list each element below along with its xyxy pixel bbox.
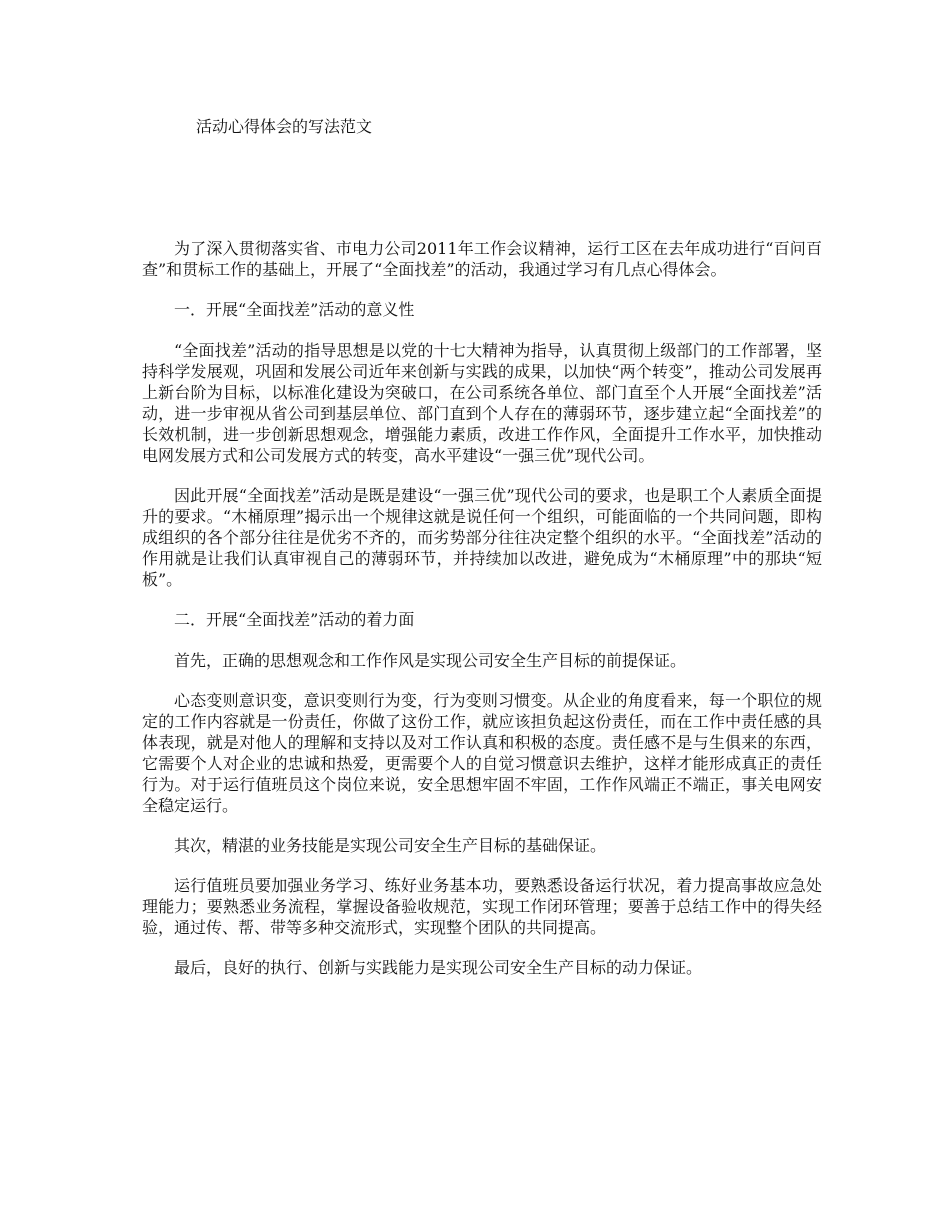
document-body: [142, 238, 822, 997]
paragraph-last-point: 最后，良好的执行、创新与实践能力是实现公司安全生产目标的动力保证。: [174, 958, 703, 977]
paragraph-responsibility: 心态变则意识变，意识变则行为变，行为变则习惯变。从企业的角度看来，每一个职位的规定的工作内容就是一份责任，你做了这份工作，就应该担负起这份责任，而在工作中责任感的具体表现，就是对他人的理解和支持以及对工作认真和积极的态度。责任感不是与生俱来的东西，它需要个人对企业的忠诚和热爱，更需要个人的自觉习惯意识去维护，这样才能形成真正的责任行为。对于运行值班员这个岗位来说，安全思想牢固不牢固，工作作风端正不端正，事关电网安全稳定运行。: [142, 691, 822, 815]
paragraph-intro: 为了深入贯彻落实省、市电力公司2011年工作会议精神，运行工区在去年成功进行“百问百查”和贯标工作的基础上，开展了“全面找差”的活动，我通过学习有几点心得体会。: [142, 239, 822, 279]
paragraph-second-point: 其次，精湛的业务技能是实现公司安全生产目标的基础保证。: [174, 836, 607, 855]
paragraph-barrel-principle: 因此开展“全面找差”活动是既是建设“一强三优”现代公司的要求，也是职工个人素质全面提升的要求。“木桶原理”揭示出一个规律这就是说任何一个组织，可能面临的一个共同问题，即构成组织的各个部分往往是优劣不齐的，而劣势部分往往决定整个组织的水平。“全面找差”活动的作用就是让我们认真审视自己的薄弱环节，并持续加以改进，避免成为“木桶原理”中的那块“短板”。: [142, 486, 822, 589]
section-heading-2: 二．开展“全面找差”活动的着力面: [174, 610, 415, 629]
paragraph-skills: 运行值班员要加强业务学习、练好业务基本功，要熟悉设备运行状况，着力提高事故应急处理能力；要熟悉业务流程，掌握设备验收规范，实现工作闭环管理；要善于总结工作中的得失经验，通过传、帮、带等多种交流形式，实现整个团队的共同提高。: [142, 876, 822, 937]
document-title: 活动心得体会的写法范文: [196, 117, 373, 136]
paragraph-guiding-idea: “全面找差”活动的指导思想是以党的十七大精神为指导，认真贯彻上级部门的工作部署，坚持科学发展观，巩固和发展公司近年来创新与实践的成果，以加快“两个转变”，推动公司发展再上新台阶为目标，以标准化建设为突破口，在公司系统各单位、部门直至个人开展“全面找差”活动，进一步审视从省公司到基层单位、部门直到个人存在的薄弱环节，逐步建立起“全面找差”的长效机制，进一步创新思想观念，增强能力素质，改进工作作风，全面提升工作水平，加快推动电网发展方式和公司发展方式的转变，高水平建设“一强三优”现代公司。: [142, 341, 822, 465]
section-heading-1: 一．开展“全面找差”活动的意义性: [174, 300, 415, 319]
paragraph-first-point: 首先，正确的思想观念和工作作风是实现公司安全生产目标的前提保证。: [174, 651, 687, 670]
